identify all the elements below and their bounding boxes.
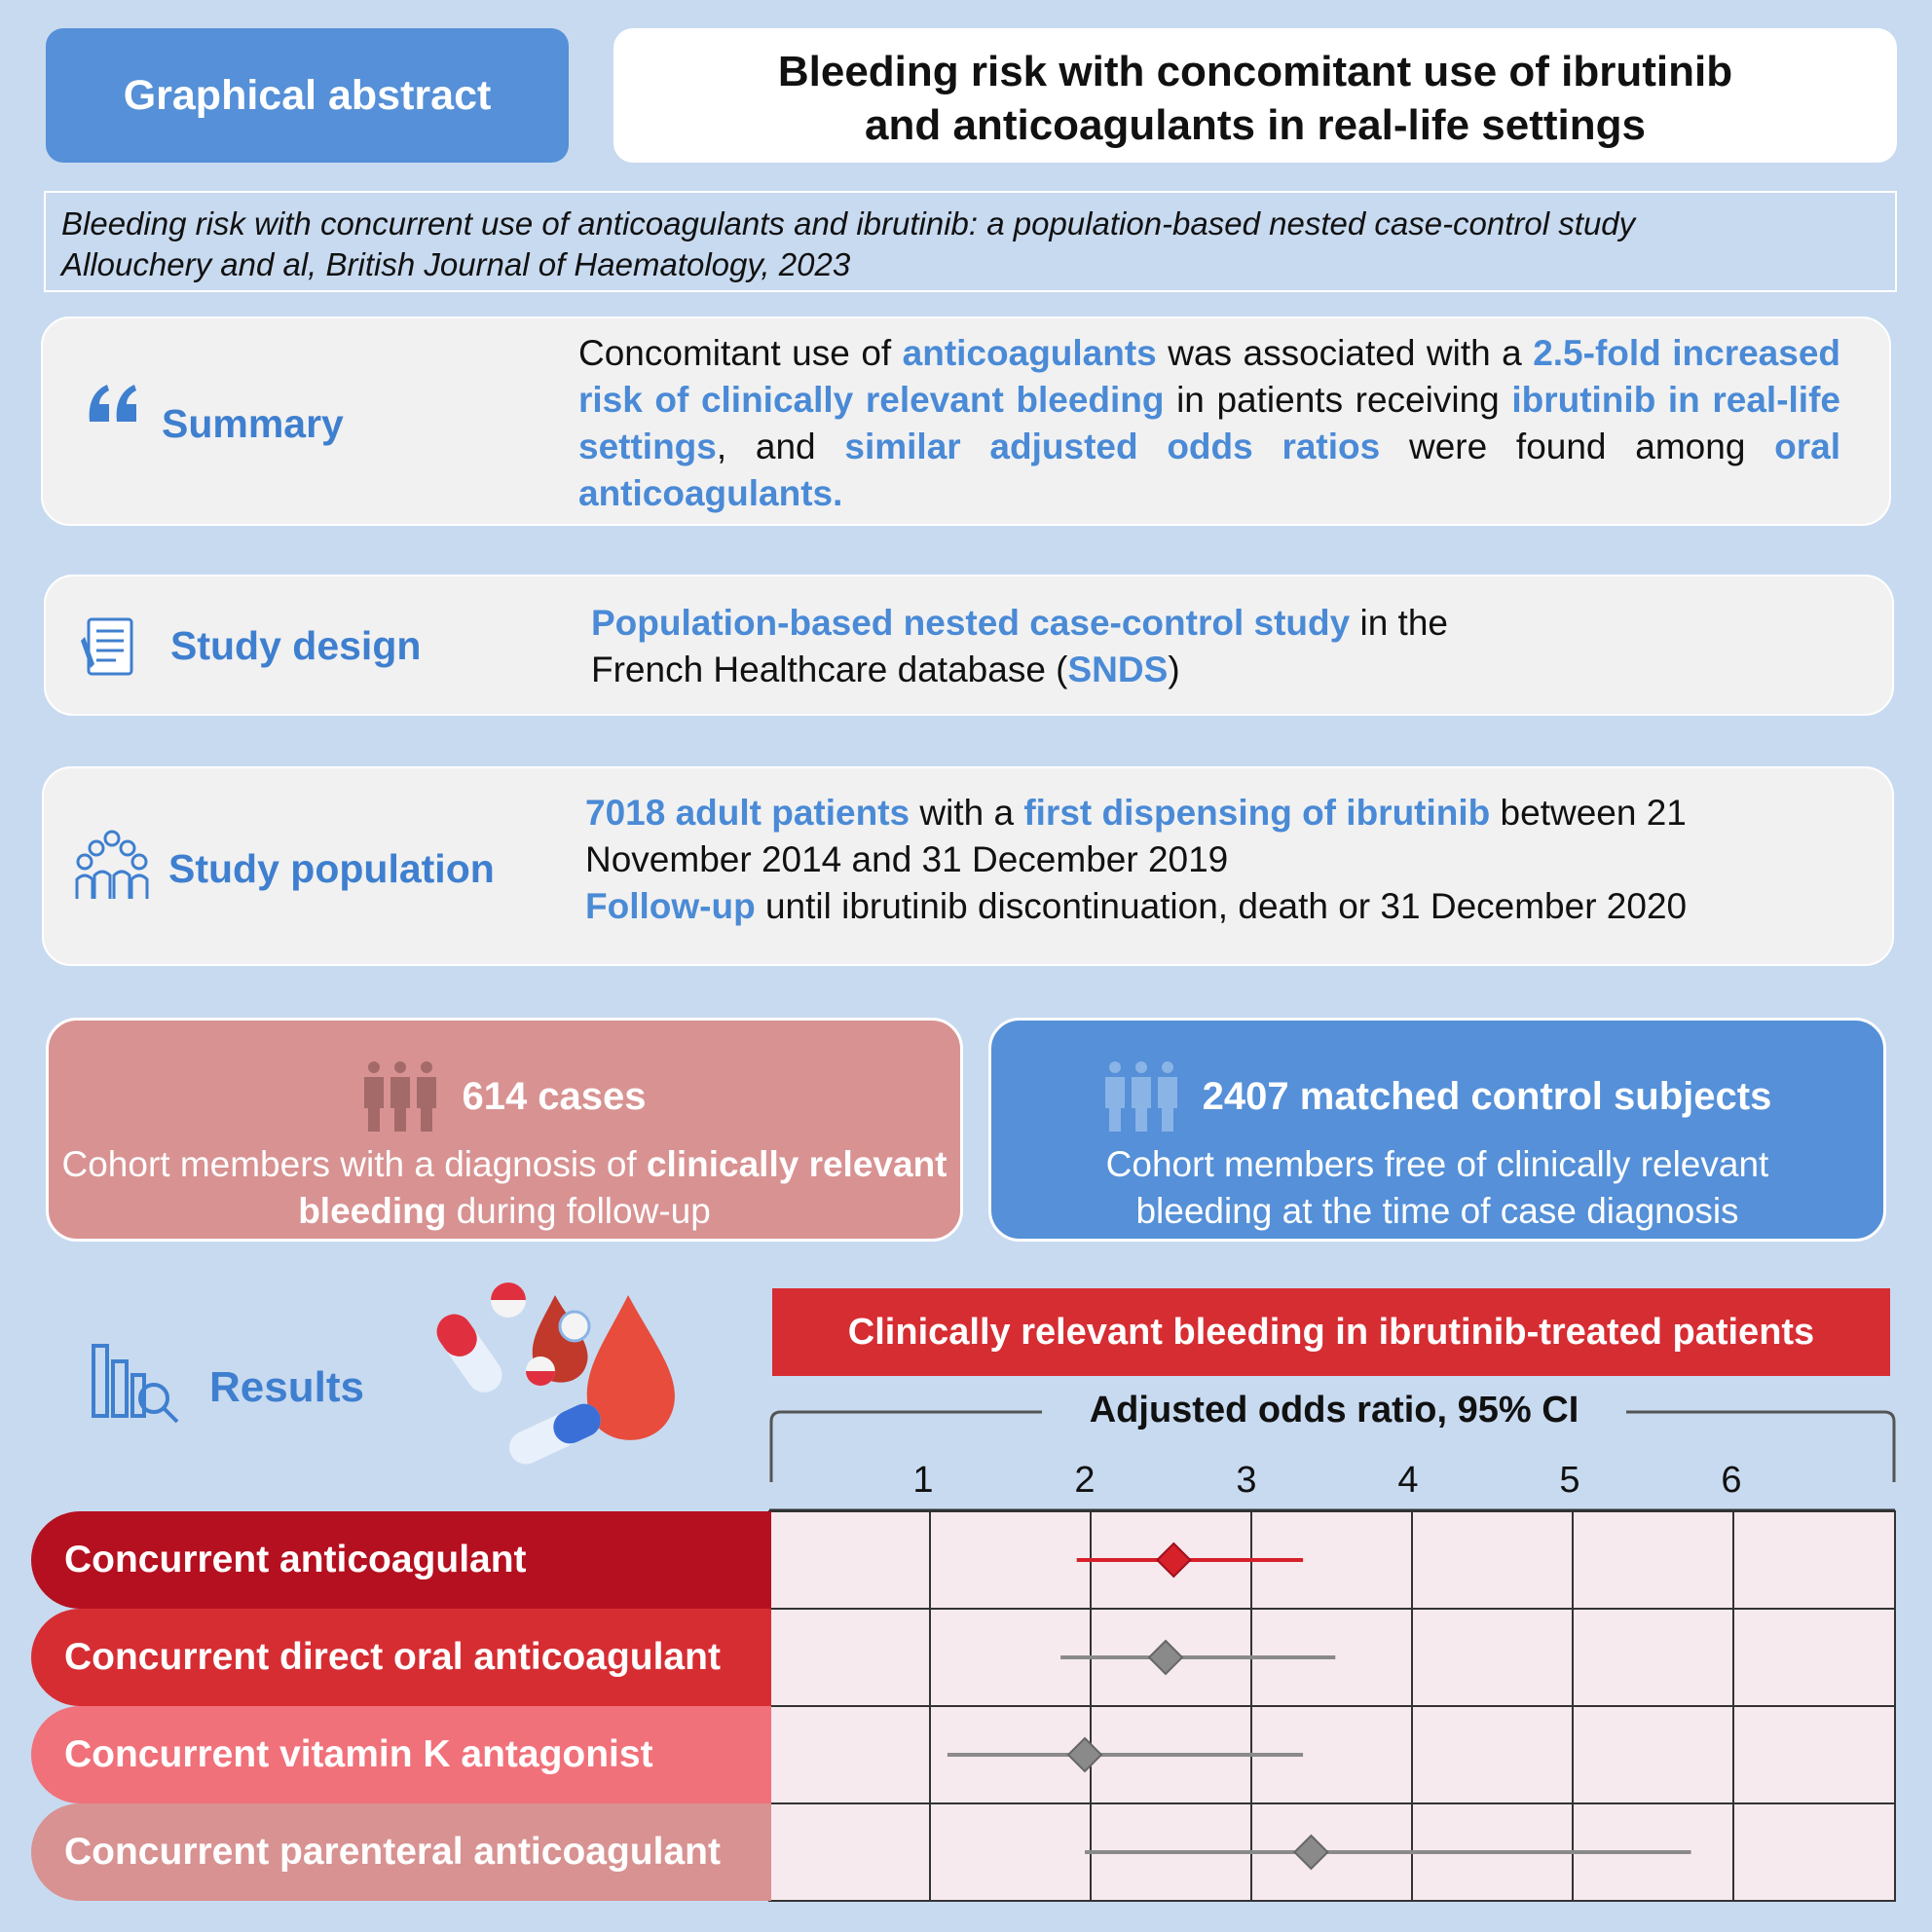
axis-title: Adjusted odds ratio, 95% CI: [1089, 1390, 1579, 1430]
x-tick-label: 6: [1721, 1460, 1742, 1501]
citation-source: Allouchery and al, British Journal of Haematology, 2023: [61, 246, 851, 282]
study-design-label: Study design: [170, 623, 422, 668]
x-tick-label: 1: [912, 1460, 934, 1501]
study-design-text: Population-based nested case-control study in the French Healthcare database (SNDS): [591, 603, 1448, 689]
row-label: Concurrent vitamin K antagonist: [31, 1706, 771, 1803]
study-population-text: 7018 adult patients with a first dispensing of ibrutinib between 21 November 2014 and 31 December 2019 Follow-up until ibrutinib discontinuation, death or 31 December 2020: [585, 793, 1688, 926]
row-label: Concurrent parenteral anticoagulant: [31, 1803, 771, 1901]
x-tick-label: 4: [1397, 1460, 1419, 1501]
cases-description: Cohort members with a diagnosis of clinically relevant bleeding during follow-up: [61, 1144, 947, 1231]
x-tick-label: 3: [1236, 1460, 1257, 1501]
citation-title: Bleeding risk with concurrent use of anticoagulants and ibrutinib: a population-based nested case-control study: [61, 205, 1636, 242]
summary-label: Summary: [162, 401, 344, 446]
title-line-1: Bleeding risk with concomitant use of ibrutinib: [777, 48, 1733, 95]
results-banner-text: Clinically relevant bleeding in ibrutinib-treated patients: [847, 1311, 1815, 1353]
controls-count: 2407 matched control subjects: [1202, 1074, 1772, 1118]
controls-description: Cohort members free of clinically relevant bleeding at the time of case diagnosis: [1105, 1144, 1769, 1231]
badge-label: Graphical abstract: [123, 71, 492, 119]
x-tick-label: 5: [1559, 1460, 1580, 1501]
title-line-2: and anticoagulants in real-life settings: [865, 101, 1646, 149]
row-label: Concurrent anticoagulant: [31, 1511, 771, 1609]
x-tick-label: 2: [1074, 1460, 1096, 1501]
cases-count: 614 cases: [462, 1074, 647, 1118]
results-label: Results: [209, 1363, 364, 1411]
summary-text: Concomitant use of anticoagulants was associated with a 2.5-fold increased risk of clinically relevant bleeding in patients receiving ibrutinib in real-life settings, and similar adjusted odds ratios were found among oral anticoagulants.: [578, 333, 1841, 513]
study-population-label: Study population: [168, 846, 495, 891]
row-label: Concurrent direct oral anticoagulant: [31, 1609, 771, 1706]
